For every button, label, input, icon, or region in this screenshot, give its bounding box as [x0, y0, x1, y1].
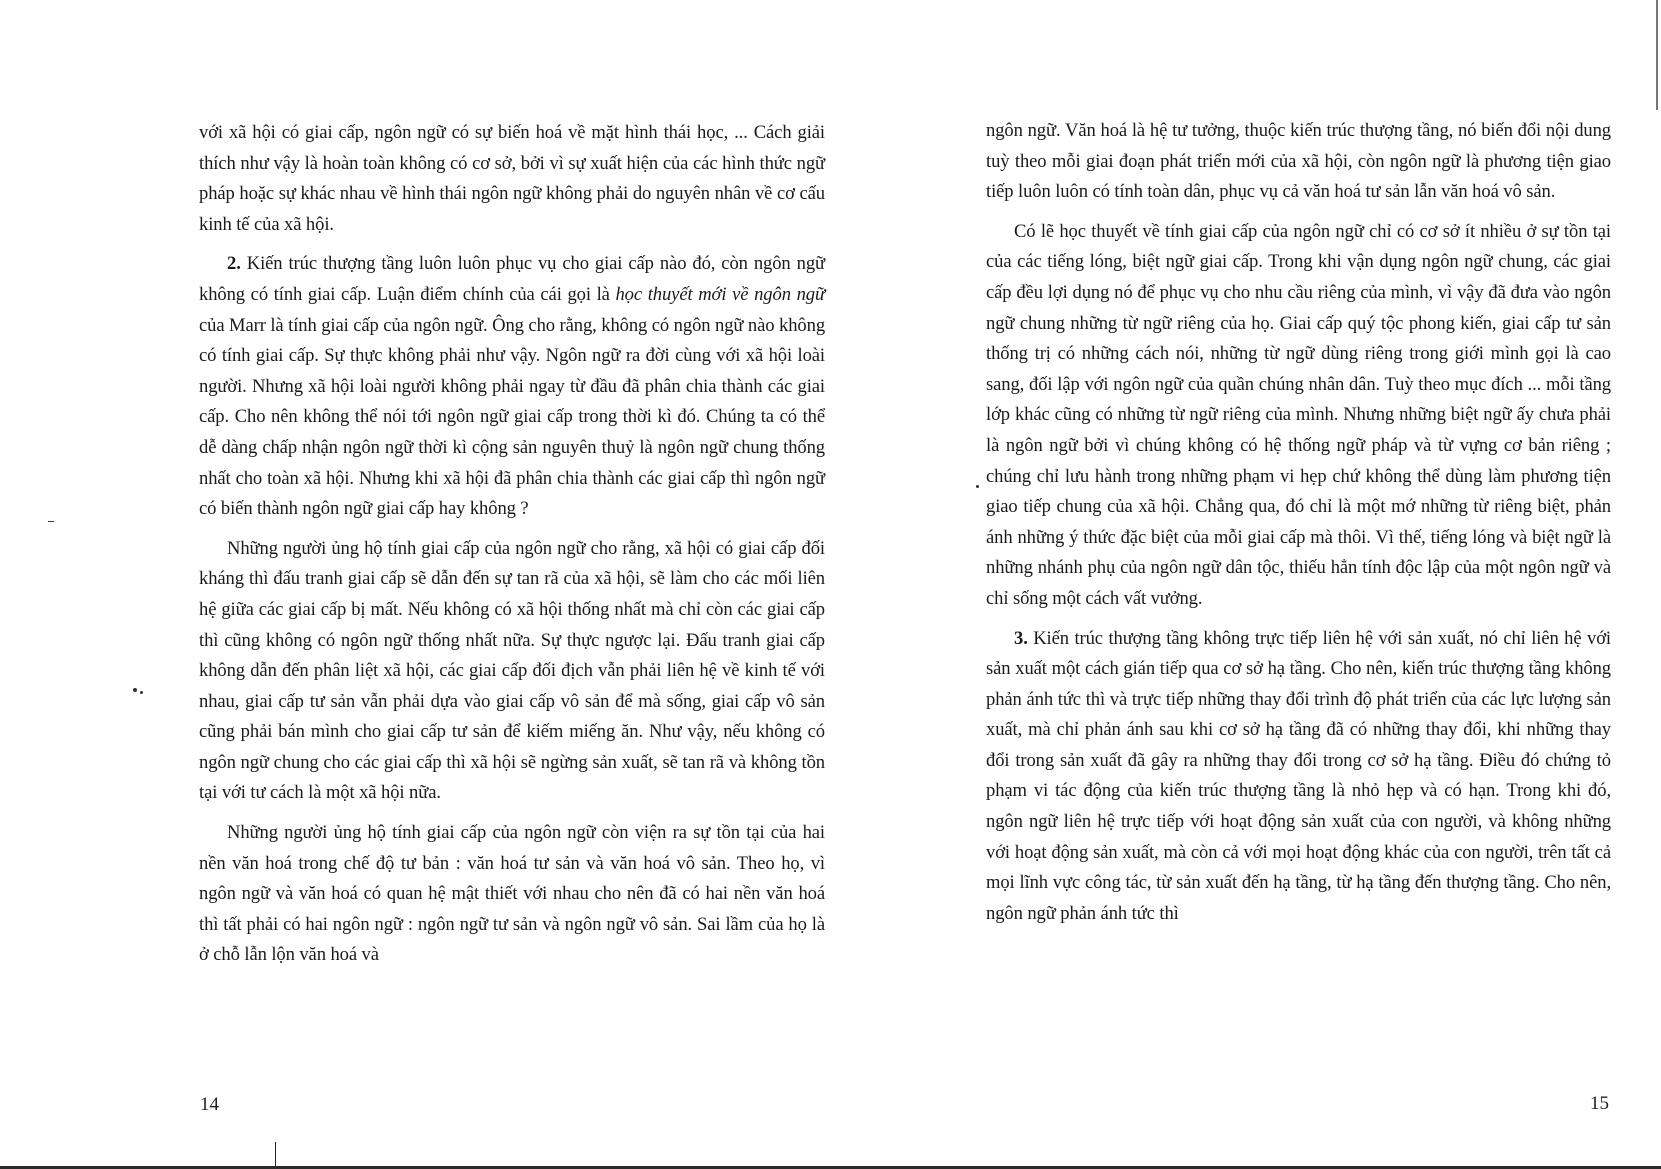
- left-paragraph-3: [199, 534, 825, 809]
- right-paragraph-3: [986, 624, 1611, 930]
- right-page: [830, 0, 1661, 1169]
- page-number: 14: [200, 1094, 219, 1115]
- scan-speck: [48, 521, 54, 522]
- scan-speck: [976, 485, 979, 488]
- scan-speck: [133, 688, 137, 692]
- right-paragraph-1: [986, 116, 1611, 208]
- paragraph-text: Những người ủng hộ tính giai cấp của ngôn ngữ còn viện ra sự tồn tại của hai nền văn hoá trong chế độ tư bản : văn hoá tư sản và văn hoá vô sản. Theo họ, vì ngôn ngữ và văn hoá có quan hệ mật thiết với nhau cho nên đã có hai nền văn hoá thì tất phải có hai ngôn ngữ : ngôn ngữ tư sản và ngôn ngữ vô sản. Sai lầm của họ là ở chỗ lẫn lộn văn hoá và: [199, 822, 825, 966]
- left-page-text: [199, 118, 825, 980]
- section-number: 2.: [227, 253, 241, 275]
- paragraph-text: ngôn ngữ. Văn hoá là hệ tư tưởng, thuộc kiến trúc thượng tầng, nó biến đổi nội dung tuỳ theo mỗi giai đoạn phát triển mới của xã hội, còn ngôn ngữ là phương tiện giao tiếp luôn luôn có tính toàn dân, phục vụ cả văn hoá tư sản lẫn văn hoá vô sản.: [986, 120, 1611, 203]
- italic-term: học thuyết mới về ngôn ngữ: [615, 283, 825, 305]
- left-page: [0, 0, 830, 1169]
- paragraph-text: Những người ủng hộ tính giai cấp của ngôn ngữ cho rằng, xã hội có giai cấp đối kháng thì đấu tranh giai cấp sẽ dẫn đến sự tan rã của xã hội, sẽ làm cho các mối liên hệ giữa các giai cấp bị mất. Nếu không có xã hội thống nhất mà chỉ còn các giai cấp thì cũng không có ngôn ngữ thống nhất nữa. Sự thực ngược lại. Đấu tranh giai cấp không dẫn đến phân liệt xã hội, các giai cấp đối địch vẫn phải liên hệ về kinh tế với nhau, giai cấp tư sản vẫn phải dựa vào giai cấp vô sản để mà sống, giai cấp vô sản cũng phải bán mình cho giai cấp tư sản để kiếm miếng ăn. Như vậy, nếu không có ngôn ngữ chung cho các giai cấp thì xã hội sẽ ngừng sản xuất, sẽ tan rã và không tồn tại với tư cách là một xã hội nữa.: [199, 537, 825, 804]
- scan-speck: [140, 691, 143, 694]
- paragraph-text: Kiến trúc thượng tầng không trực tiếp liên hệ với sản xuất, nó chỉ liên hệ với sản xuất một cách gián tiếp qua cơ sở hạ tầng. Cho nên, kiến trúc thượng tầng không phản ánh tức thì và trực tiếp những thay đổi trình độ phát triển của các lực lượng sản xuất, mà chỉ phản ánh sau khi cơ sở hạ tầng đã có những thay đổi, khi những thay đổi trong sản xuất đã gây ra những thay đổi trong cơ sở hạ tầng. Điều đó chứng tỏ phạm vi tác động của kiến trúc thượng tầng là nhỏ hẹp và có hạn. Trong khi đó, ngôn ngữ liên hệ trực tiếp với hoạt động sản xuất của con người, và không những với hoạt động sản xuất, mà còn cả với mọi hoạt động khác của con người, trên tất cả mọi lĩnh vực công tác, từ sản xuất đến hạ tầng, từ hạ tầng đến thượng tầng. Cho nên, ngôn ngữ phản ánh tức thì: [986, 627, 1611, 924]
- paragraph-text: với xã hội có giai cấp, ngôn ngữ có sự biến hoá về mặt hình thái học, ... Cách giải thích như vậy là hoàn toàn không có cơ sở, bởi vì sự xuất hiện của các hình thức ngữ pháp hoặc sự khác nhau về hình thái ngôn ngữ không phải do nguyên nhân về cơ cấu kinh tế của xã hội.: [199, 122, 825, 235]
- section-number: 3.: [1014, 627, 1028, 649]
- left-paragraph-4: [199, 818, 825, 971]
- right-page-text: [986, 116, 1611, 938]
- binding-line: [275, 1142, 276, 1169]
- left-paragraph-2: [199, 249, 825, 524]
- paragraph-text: của Marr là tính giai cấp của ngôn ngữ. Ông cho rằng, không có ngôn ngữ nào không có tính giai cấp. Sự thực không phải như vậy. Ngôn ngữ ra đời cùng với xã hội loài người. Nhưng xã hội loài người không phải ngay từ đầu đã phân chia thành các giai cấp. Cho nên không thể nói tới ngôn ngữ giai cấp trong thời kì đó. Chúng ta có thể dễ dàng chấp nhận ngôn ngữ thời kì cộng sản nguyên thuỷ là ngôn ngữ chung thống nhất cho toàn xã hội. Nhưng khi xã hội đã phân chia thành các giai cấp thì ngôn ngữ có biến thành ngôn ngữ giai cấp hay không ?: [199, 314, 826, 520]
- scan-right-edge: [1656, 0, 1658, 110]
- paragraph-text: Có lẽ học thuyết về tính giai cấp của ngôn ngữ chỉ có cơ sở ít nhiều ở sự tồn tại của các tiếng lóng, biệt ngữ giai cấp. Trong khi vận dụng ngôn ngữ chung, các giai cấp đều lợi dụng nó để phục vụ cho nhu cầu riêng của mình, vì vậy đã đưa vào ngôn ngữ chung những từ ngữ riêng của họ. Giai cấp quý tộc phong kiến, giai cấp tư sản thống trị có những cách nói, những từ ngữ dùng riêng trong giới mình gọi là cao sang, đối lập với ngôn ngữ của quần chúng nhân dân. Tuỳ theo mục đích ... mỗi tầng lớp khác cũng có những từ ngữ riêng của mình. Nhưng những biệt ngữ ấy chưa phải là ngôn ngữ bởi vì chúng không có hệ thống ngữ pháp và từ vựng cơ bản riêng ; chúng chỉ lưu hành trong những phạm vi hẹp chứ không thể dùng làm phương tiện giao tiếp chung của xã hội. Chẳng qua, đó chỉ là một mớ những từ riêng biệt, phản ánh những ý thức đặc biệt của mỗi giai cấp mà thôi. Vì thế, tiếng lóng và biệt ngữ là những nhánh phụ của ngôn ngữ dân tộc, thiếu hẳn tính độc lập của một ngôn ngữ và chỉ sống một cách vất vưởng.: [986, 220, 1611, 609]
- right-paragraph-2: [986, 217, 1611, 615]
- page-number: 15: [1590, 1093, 1609, 1114]
- left-paragraph-1: [199, 118, 825, 240]
- paragraph-text: Kiến trúc thượng tầng luôn luôn phục vụ cho giai cấp nào đó, còn ngôn ngữ không có tính giai cấp. Luận điểm chính của cái gọi là: [199, 253, 825, 305]
